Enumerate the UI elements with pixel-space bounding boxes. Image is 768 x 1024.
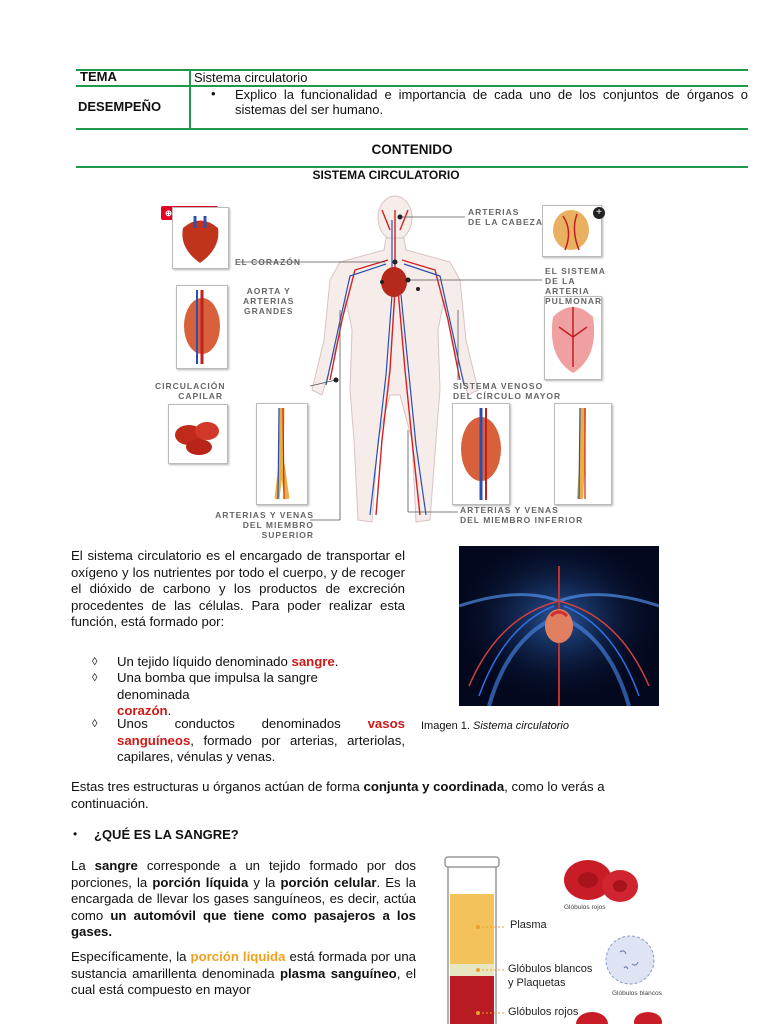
blood-composition-figure xyxy=(440,852,676,1024)
label-arterias-inferior: ARTERIAS Y VENAS DEL MIEMBRO INFERIOR xyxy=(460,505,584,525)
upper-limb-thumbnail-art xyxy=(257,404,307,504)
structures-paragraph: Estas tres estructuras u órganos actúan de forma conjunta y coordinada, como lo verás a continuación. xyxy=(71,779,605,811)
rojos-label: Glóbulos rojos xyxy=(508,1006,579,1018)
table-bottom-border xyxy=(76,128,748,130)
pinterest-icon: ⊕ xyxy=(165,208,173,218)
heart-thumbnail xyxy=(172,207,229,269)
question-heading: ¿QUÉ ES LA SANGRE? xyxy=(94,827,239,842)
circulatory-system-image xyxy=(459,546,659,706)
question-bullet-icon: • xyxy=(73,827,78,841)
label-aorta: AORTA Y ARTERIAS GRANDES xyxy=(243,286,295,316)
list-bullet-icon: ◊ xyxy=(92,672,98,684)
section-title: SISTEMA CIRCULATORIO xyxy=(312,168,460,182)
heart-shape xyxy=(381,267,407,297)
small-rojos-label: Glóbulos rojos xyxy=(564,904,606,911)
lung-thumbnail xyxy=(544,296,602,380)
venous-system-thumbnail-art xyxy=(453,404,509,504)
plasma-label: Plasma xyxy=(510,919,547,931)
expand-icon[interactable]: + xyxy=(593,207,605,219)
blood-tube-svg xyxy=(440,852,676,1024)
list-item-sangre: Un tejido líquido denominado sangre. xyxy=(117,654,339,669)
label-corazon: EL CORAZÓN xyxy=(235,257,302,267)
desempeno-bullet-icon: • xyxy=(211,86,216,101)
label-arterias-superior: ARTERIAS Y VENAS DEL MIEMBRO SUPERIOR xyxy=(215,510,314,540)
intro-paragraph: El sistema circulatorio es el encargado de transportar el oxígeno y los nutrientes por todo el cuerpo, y de recoger el dióxido de carbono y los productos de excreción procedentes de las células. Para poder realizar esta función, está formado por: xyxy=(71,548,405,629)
lower-limb-thumbnail-art xyxy=(555,404,611,504)
aorta-thumbnail xyxy=(176,285,228,369)
label-venoso: SISTEMA VENOSO DEL CÍRCULO MAYOR xyxy=(453,381,562,401)
sangre-paragraph: La sangre corresponde a un tejido formado por dos porciones, la porción líquida y la porción celular. Es la encargada de llevar los gases sanguíneos, es decir, actúa como un automóvil que tiene como pasajeros a los gases. xyxy=(71,858,417,939)
lower-limb-thumbnail xyxy=(554,403,612,505)
upper-limb-thumbnail xyxy=(256,403,308,505)
list-bullet-icon: ◊ xyxy=(92,718,98,730)
desempeno-label: DESEMPEÑO xyxy=(78,99,162,114)
desempeno-text: Explico la funcionalidad e importancia de cada uno de los conjuntos de órganos o sistemas del ser humano. xyxy=(235,87,748,117)
tema-value: Sistema circulatorio xyxy=(194,70,308,85)
circulatory-diagram xyxy=(150,190,620,540)
list-bullet-icon: ◊ xyxy=(92,656,98,668)
small-blancos-label: Glóbulos blancos xyxy=(612,990,662,997)
venous-system-thumbnail xyxy=(452,403,510,505)
capillary-thumbnail xyxy=(168,404,228,464)
tema-label: TEMA xyxy=(80,69,117,84)
label-arterias-cabeza: ARTERIAS DE LA CABEZA xyxy=(468,207,543,227)
list-item-corazon: Una bomba que impulsa la sangre denominada corazón. xyxy=(117,670,318,718)
especificamente-paragraph: Específicamente, la porción líquida está formada por una sustancia amarillenta denominada plasma sanguíneo, el cual está compuesto en mayor xyxy=(71,949,417,997)
label-circulacion: CIRCULACIÓN CAPILAR xyxy=(155,381,226,401)
list-item-vasos: Unos conductos denominados vasos sanguíneos, formado por arterias, arteriolas, capilares, vénulas y venas. xyxy=(117,716,405,764)
image-caption: Imagen 1. Sistema circulatorio xyxy=(421,720,569,732)
blancos-plaquetas-label: Glóbulos blancos y Plaquetas xyxy=(508,963,593,989)
contenido-title: CONTENIDO xyxy=(371,142,453,157)
lung-thumbnail-art xyxy=(545,297,601,379)
label-pulmonar: EL SISTEMA DE LA ARTERIA PULMONAR xyxy=(545,266,606,306)
heart-thumbnail-art xyxy=(173,208,228,268)
aorta-thumbnail-art xyxy=(177,286,227,368)
circulatory-system-art xyxy=(459,546,659,706)
capillary-thumbnail-art xyxy=(169,405,227,463)
table-column-divider xyxy=(189,69,191,130)
table-top-border xyxy=(76,69,748,71)
